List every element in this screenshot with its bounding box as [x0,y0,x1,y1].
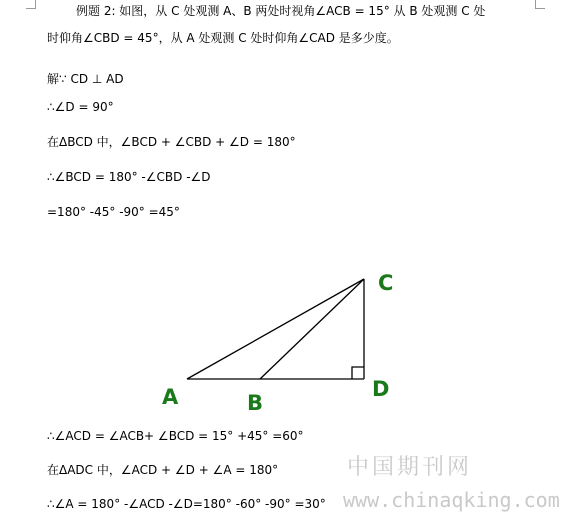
label-point-b: B [247,391,264,415]
conclusion-step-1: ∴∠ACD = ∠ACB+ ∠BCD = 15° +45° =60° [47,429,304,443]
label-point-d: D [372,377,390,401]
solution-step-3: 在ΔBCD 中，∠BCD + ∠CBD + ∠D = 180° [47,135,296,149]
solution-step-2: ∴∠D = 90° [47,100,114,114]
problem-statement-line-2: 时仰角∠CBD = 45°，从 A 处观测 C 处时仰角∠CAD 是多少度。 [47,31,399,45]
label-point-a: A [162,385,179,409]
label-point-c: C [378,271,394,295]
right-angle-marker [352,367,364,379]
solution-step-4: ∴∠BCD = 180° -∠CBD -∠D [47,170,211,184]
triangle-lines [187,279,364,379]
problem-statement-line-1: 例题 2: 如图，从 C 处观测 A、B 两处时视角∠ACB = 15° 从 B 处观测 C 处 [76,4,486,18]
solution-step-5: =180° -45° -90° =45° [47,205,180,219]
watermark-title: 中国期刊网 [347,455,473,480]
conclusion-step-3: ∴∠A = 180° -∠ACD -∠D=180° -60° -90° =30° [47,497,326,511]
solution-step-1: 解∵ CD ⊥ AD [47,72,124,86]
conclusion-step-2: 在ΔADC 中，∠ACD + ∠D + ∠A = 180° [47,463,279,477]
watermark-url: www.chinaqking.com [343,488,560,512]
